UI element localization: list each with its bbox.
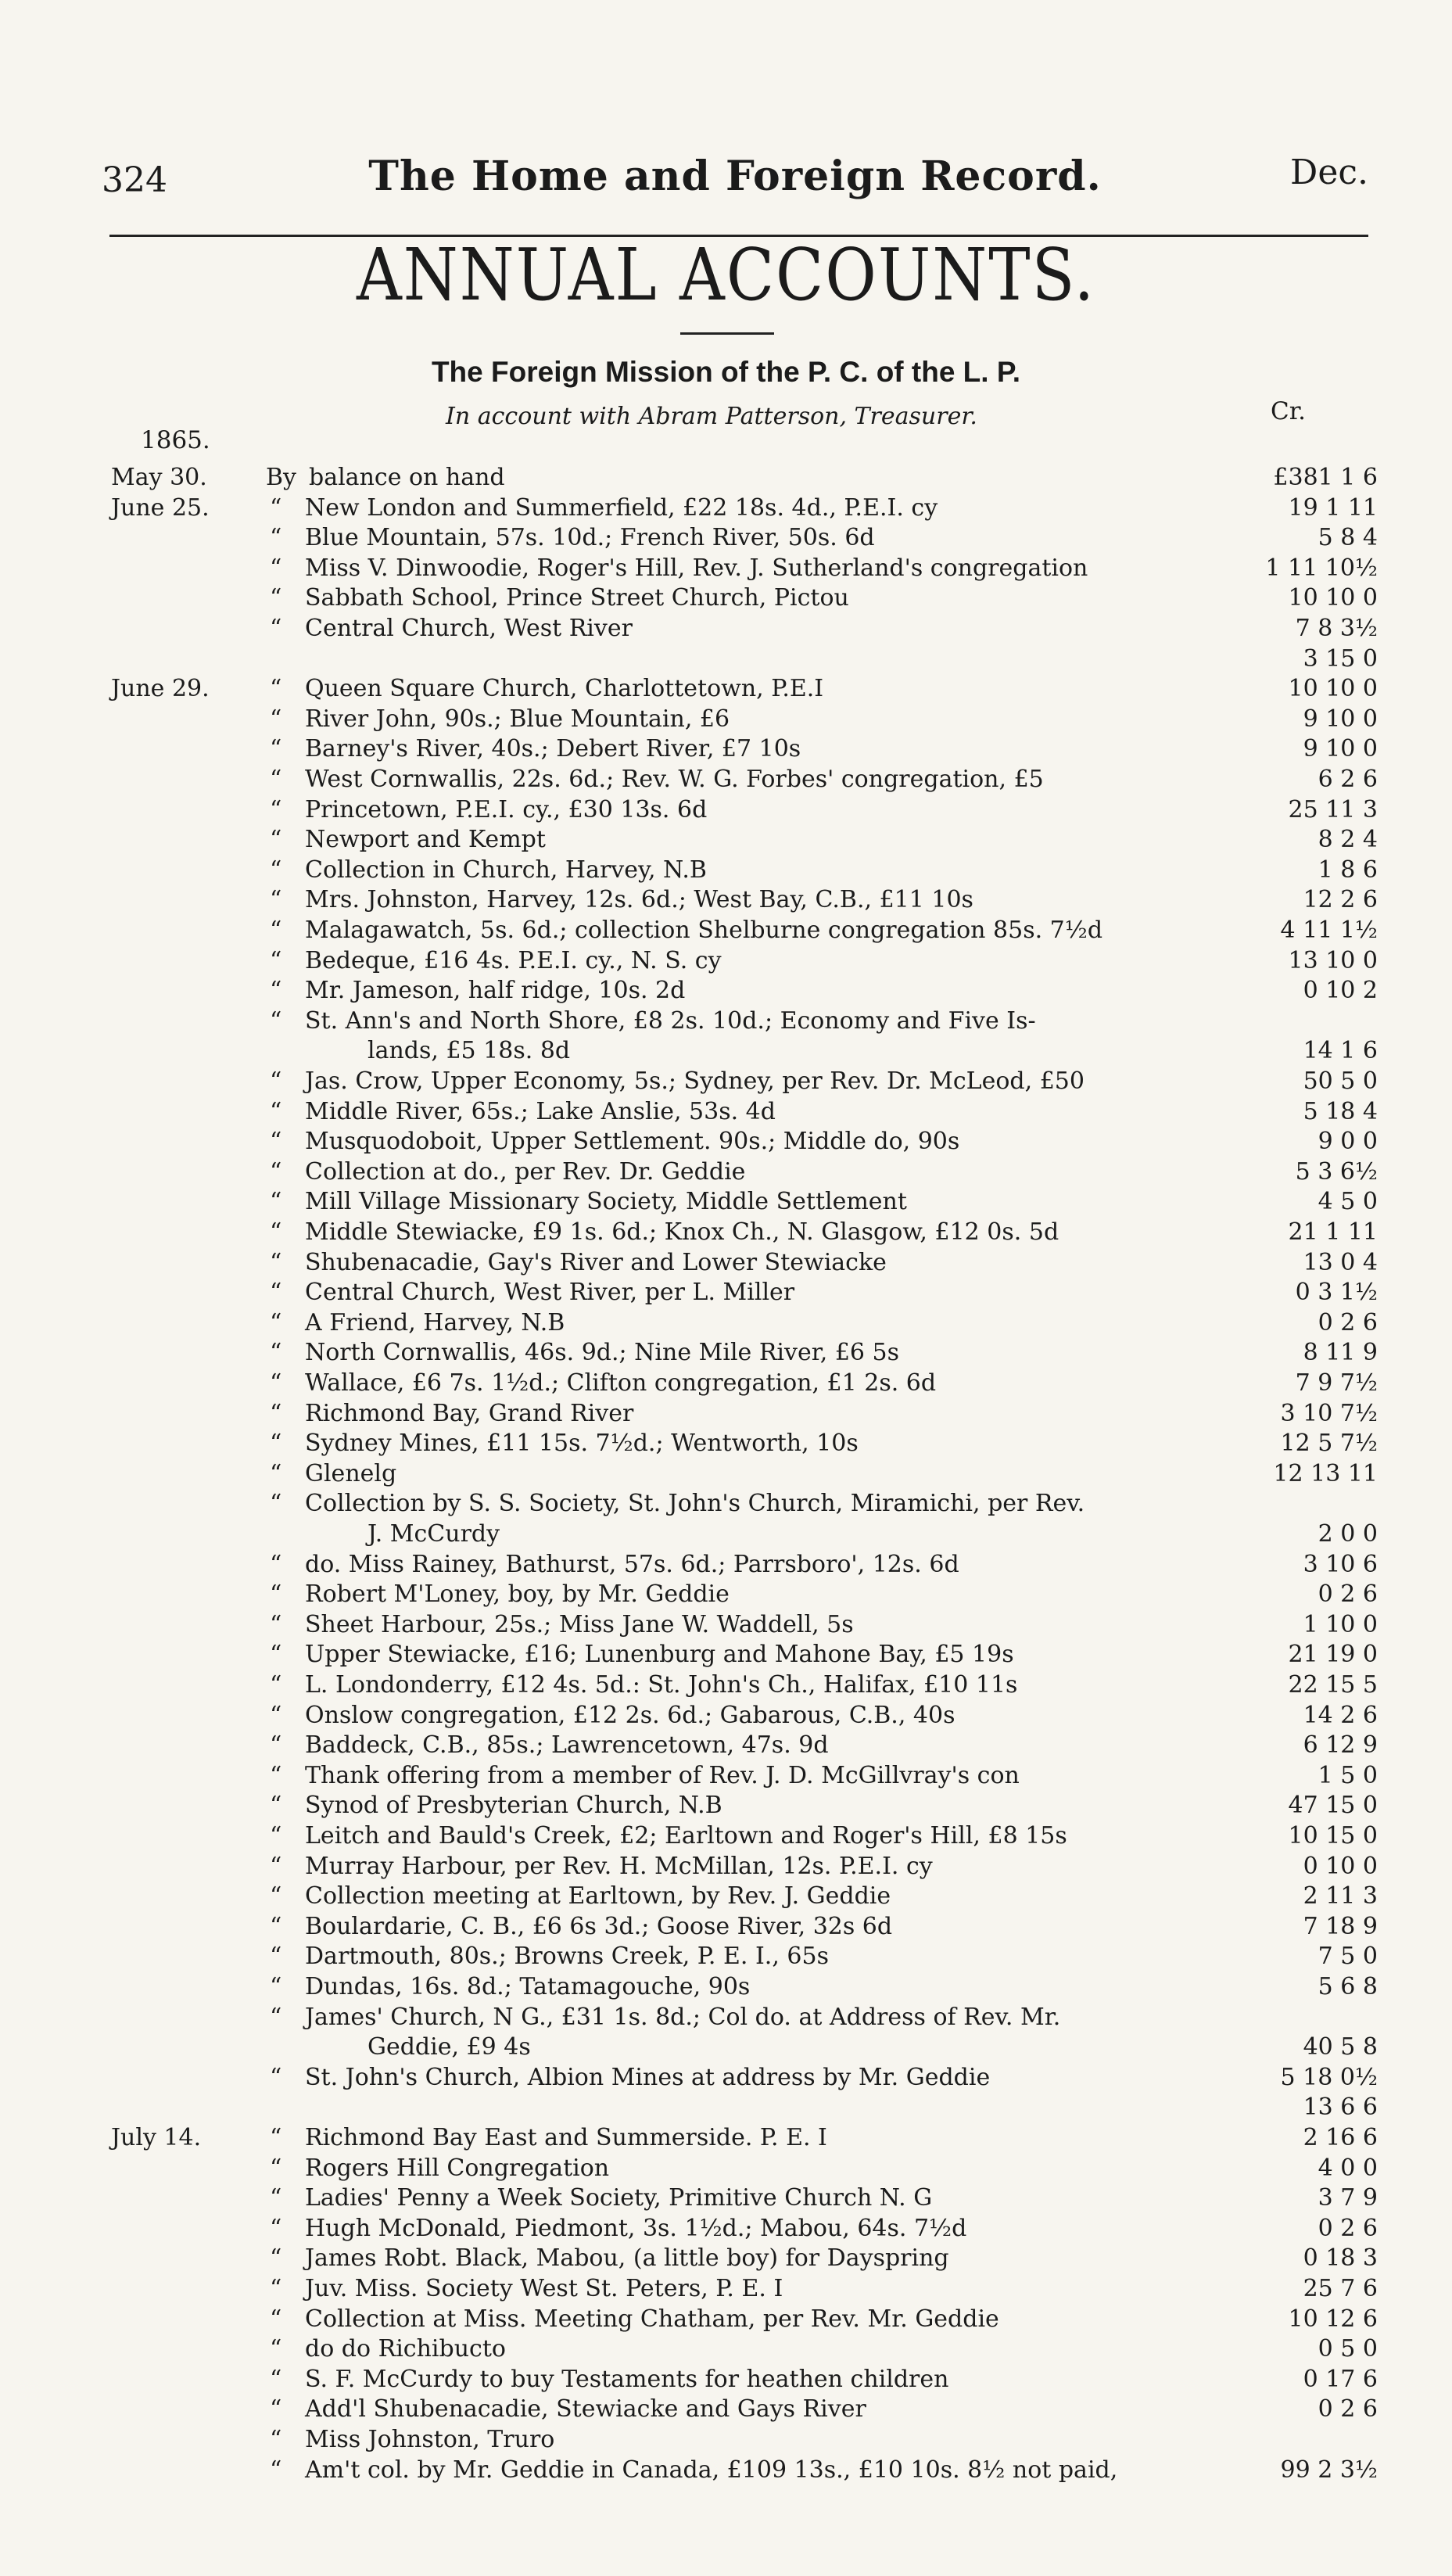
entry-description: Barney's River, 40s.; Debert River, £7 10s (305, 735, 801, 763)
entry-prefix: “ (270, 2275, 282, 2302)
entry-prefix: “ (270, 493, 282, 522)
entry-amount: 1 5 0 (1318, 1761, 1378, 1789)
account-year: 1865. (141, 426, 210, 454)
entry-description: Central Church, West River, per L. Miller (305, 1279, 795, 1307)
entry-description: Richmond Bay East and Summerside. P. E. I (305, 2124, 827, 2151)
entry-description: Baddeck, C.B., 85s.; Lawrencetown, 47s. 9d (305, 1731, 829, 1760)
entry-amount: 4 11 1½ (1280, 917, 1378, 944)
ledger-row (0, 1519, 1452, 1549)
ledger-row (0, 1308, 1452, 1338)
entry-amount: 12 2 6 (1303, 886, 1378, 914)
entry-amount: 0 2 6 (1318, 1580, 1378, 1609)
entry-description: Robert M'Loney, boy, by Mr. Geddie (305, 1580, 730, 1609)
entry-description: North Cornwallis, 46s. 9d.; Nine Mile River, £6 5s (305, 1339, 900, 1367)
ledger-row (0, 1097, 1452, 1127)
ledger-row (0, 1338, 1452, 1368)
entry-prefix: “ (270, 615, 282, 642)
entry-description: Bedeque, £16 4s. P.E.I. cy., N. S. cy (305, 946, 722, 974)
entry-prefix: “ (270, 1399, 282, 1427)
entry-prefix: “ (270, 2305, 282, 2333)
entry-description: Musquodoboit, Upper Settlement. 90s.; Middle do, 90s (305, 1128, 960, 1156)
ledger-row (0, 2214, 1452, 2244)
entry-description: St. Ann's and North Shore, £8 2s. 10d.; Economy and Five Is- (305, 1006, 1036, 1035)
ledger-row (0, 1942, 1452, 1971)
entry-description: Collection by S. S. Society, St. John's Church, Miramichi, per Rev. (305, 1490, 1085, 1518)
entry-amount: 7 9 7½ (1295, 1369, 1378, 1397)
entry-description: Sheet Harbour, 25s.; Miss Jane W. Waddell, 5s (305, 1610, 854, 1638)
entry-description: Jas. Crow, Upper Economy, 5s.; Sydney, per Rev. Dr. McLeod, £50 (305, 1067, 1085, 1095)
entry-amount: 7 18 9 (1303, 1912, 1378, 1940)
ledger-row (0, 885, 1452, 915)
entry-description: Leitch and Bauld's Creek, £2; Earltown and Roger's Hill, £8 15s (305, 1822, 1067, 1849)
entry-amount: 3 10 7½ (1280, 1399, 1378, 1427)
ledger-row (0, 2003, 1452, 2032)
ledger-row (0, 1731, 1452, 1760)
entry-description: Mrs. Johnston, Harvey, 12s. 6d.; West Bay, C.B., £11 10s (305, 886, 973, 914)
entry-prefix: “ (270, 1973, 282, 2000)
ledger-row (0, 1912, 1452, 1942)
ledger-row (0, 1821, 1452, 1851)
ledger-row (0, 2154, 1452, 2183)
ledger-row (0, 2365, 1452, 2395)
ledger-row (0, 583, 1452, 613)
ledger-row (0, 1278, 1452, 1308)
entry-description: Shubenacadie, Gay's River and Lower Stewiacke (305, 1248, 887, 1276)
entry-amount: 10 10 0 (1288, 584, 1378, 612)
entry-description: Wallace, £6 7s. 1½d.; Clifton congregation, £1 2s. 6d (305, 1369, 937, 1397)
entry-prefix: “ (270, 1610, 282, 1638)
entry-prefix: “ (270, 2456, 282, 2484)
entry-amount: 6 2 6 (1318, 766, 1378, 793)
entry-prefix: “ (270, 1308, 282, 1336)
entry-description: Newport and Kempt (305, 826, 546, 854)
entry-description: Ladies' Penny a Week Society, Primitive Church N. G (305, 2184, 933, 2212)
ledger-row (0, 2274, 1452, 2304)
entry-amount: 25 11 3 (1288, 795, 1378, 823)
entry-amount: 1 8 6 (1318, 856, 1378, 884)
entry-prefix: By (266, 464, 296, 491)
entry-amount: 5 18 4 (1303, 1097, 1378, 1125)
entry-amount: 8 2 4 (1318, 826, 1378, 854)
ledger-row (0, 1610, 1452, 1640)
entry-description: lands, £5 18s. 8d (367, 1037, 571, 1065)
entry-amount: 22 15 5 (1288, 1671, 1378, 1699)
entry-amount: 13 6 6 (1303, 2093, 1378, 2122)
account-subtitle: The Foreign Mission of the P. C. of the L. P. (431, 356, 1021, 388)
entry-prefix: “ (270, 2154, 282, 2182)
entry-description: Blue Mountain, 57s. 10d.; French River, 50s. 6d (305, 524, 875, 552)
ledger-row (0, 2334, 1452, 2364)
entry-description: James' Church, N G., £31 1s. 8d.; Col do. at Address of Rev. Mr. (305, 2003, 1061, 2031)
ledger-row (0, 2305, 1452, 2334)
entry-amount: 6 12 9 (1303, 1731, 1378, 1760)
entry-description: Mr. Jameson, half ridge, 10s. 2d (305, 977, 686, 1005)
entry-prefix: “ (270, 1157, 282, 1186)
issue-month: Dec. (1290, 152, 1368, 192)
ledger-row (0, 734, 1452, 764)
entry-amount: 13 10 0 (1288, 946, 1378, 974)
entry-amount: 5 3 6½ (1295, 1157, 1378, 1186)
ledger-row (0, 1489, 1452, 1519)
ledger-row (0, 976, 1452, 1006)
entry-amount: 21 1 11 (1288, 1218, 1378, 1246)
entry-date: June 29. (111, 675, 210, 703)
entry-date: June 25. (111, 493, 210, 522)
entry-description: Miss V. Dinwoodie, Roger's Hill, Rev. J. Sutherland's congregation (305, 554, 1088, 582)
entry-description: Collection at do., per Rev. Dr. Geddie (305, 1157, 746, 1186)
entry-prefix: “ (270, 584, 282, 612)
entry-prefix: “ (270, 1761, 282, 1789)
entry-amount: 0 17 6 (1303, 2365, 1378, 2393)
entry-amount: 13 0 4 (1303, 1248, 1378, 1276)
entry-prefix: “ (270, 1006, 282, 1035)
entry-amount: 19 1 11 (1288, 493, 1378, 522)
entry-prefix: “ (270, 2244, 282, 2273)
ledger-row (0, 1248, 1452, 1278)
entry-amount: 4 5 0 (1318, 1188, 1378, 1216)
ledger-row (0, 705, 1452, 734)
entry-amount: 0 5 0 (1318, 2335, 1378, 2363)
ledger-row (0, 1791, 1452, 1821)
entry-prefix: “ (270, 2335, 282, 2363)
entry-description: Mill Village Missionary Society, Middle Settlement (305, 1188, 907, 1216)
entry-prefix: “ (270, 2124, 282, 2151)
entry-amount: 5 8 4 (1318, 524, 1378, 552)
entry-description: Sabbath School, Prince Street Church, Pictou (305, 584, 849, 612)
entry-prefix: “ (270, 1279, 282, 1307)
entry-amount: 8 11 9 (1303, 1339, 1378, 1367)
ledger-row (0, 2093, 1452, 2122)
entry-amount: 12 5 7½ (1280, 1430, 1378, 1458)
entry-amount: 2 0 0 (1318, 1520, 1378, 1548)
entry-amount: 0 2 6 (1318, 1308, 1378, 1336)
entry-amount: 0 10 0 (1303, 1852, 1378, 1880)
ledger-row (0, 2244, 1452, 2273)
entry-amount: £381 1 6 (1273, 464, 1378, 491)
running-header (102, 152, 1368, 215)
entry-description: Rogers Hill Congregation (305, 2154, 610, 2182)
ledger-row (0, 674, 1452, 704)
entry-prefix: “ (270, 1671, 282, 1699)
entry-description: balance on hand (309, 464, 505, 491)
ledger-row (0, 1882, 1452, 1911)
ledger-row (0, 1218, 1452, 1247)
entry-description: Dundas, 16s. 8d.; Tatamagouche, 90s (305, 1973, 751, 2000)
entry-prefix: “ (270, 1731, 282, 1760)
entry-description: Hugh McDonald, Piedmont, 3s. 1½d.; Mabou, 64s. 7½d (305, 2214, 967, 2242)
credit-column-label: Cr. (1271, 397, 1306, 425)
entry-prefix: “ (270, 2063, 282, 2091)
entry-amount: 50 5 0 (1303, 1067, 1378, 1095)
entry-description: Add'l Shubenacadie, Stewiacke and Gays River (305, 2395, 866, 2424)
entry-description: St. John's Church, Albion Mines at address by Mr. Geddie (305, 2063, 991, 2091)
ledger-row (0, 1670, 1452, 1700)
entry-description: Collection in Church, Harvey, N.B (305, 856, 707, 884)
ledger-row (0, 1429, 1452, 1458)
entry-description: Sydney Mines, £11 15s. 7½d.; Wentworth, 10s (305, 1430, 859, 1458)
entry-date: May 30. (111, 464, 207, 491)
entry-amount: 14 2 6 (1303, 1701, 1378, 1729)
entry-amount: 40 5 8 (1303, 2033, 1378, 2061)
entry-amount: 0 18 3 (1303, 2244, 1378, 2273)
ledger-row (0, 2395, 1452, 2424)
entry-description: Geddie, £9 4s (367, 2033, 531, 2061)
ledger-row (0, 765, 1452, 795)
ledger-row (0, 825, 1452, 855)
ledger-row (0, 2032, 1452, 2062)
entry-prefix: “ (270, 1459, 282, 1487)
entry-prefix: “ (270, 1580, 282, 1609)
ledger-row (0, 614, 1452, 644)
entry-amount: 2 16 6 (1303, 2124, 1378, 2151)
entry-description: Princetown, P.E.I. cy., £30 13s. 6d (305, 795, 708, 823)
ledger-row (0, 1399, 1452, 1429)
entry-description: Malagawatch, 5s. 6d.; collection Shelburne congregation 85s. 7½d (305, 917, 1103, 944)
ledger-row (0, 554, 1452, 583)
entry-description: Murray Harbour, per Rev. H. McMillan, 12s. P.E.I. cy (305, 1852, 933, 1880)
entry-prefix: “ (270, 2365, 282, 2393)
entry-prefix: “ (270, 1067, 282, 1095)
entry-prefix: “ (270, 1430, 282, 1458)
entry-description: Collection at Miss. Meeting Chatham, per Rev. Mr. Geddie (305, 2305, 999, 2333)
entry-amount: 10 12 6 (1288, 2305, 1378, 2333)
entry-prefix: “ (270, 675, 282, 703)
entry-prefix: “ (270, 917, 282, 944)
entry-amount: 0 2 6 (1318, 2214, 1378, 2242)
ledger-row (0, 523, 1452, 553)
entry-prefix: “ (270, 1339, 282, 1367)
ledger-row (0, 1187, 1452, 1217)
entry-amount: 1 11 10½ (1265, 554, 1378, 582)
entry-prefix: “ (270, 1550, 282, 1578)
ledger-row (0, 2425, 1452, 2455)
entry-prefix: “ (270, 977, 282, 1005)
journal-title: The Home and Foreign Record. (368, 152, 1102, 200)
entry-amount: 3 15 0 (1303, 644, 1378, 673)
ledger-row (0, 1550, 1452, 1580)
entry-description: S. F. McCurdy to buy Testaments for heathen children (305, 2365, 949, 2393)
entry-description: Onslow congregation, £12 2s. 6d.; Gabarous, C.B., 40s (305, 1701, 955, 1729)
entry-prefix: “ (270, 2184, 282, 2212)
entry-prefix: “ (270, 1822, 282, 1849)
entry-description: Richmond Bay, Grand River (305, 1399, 634, 1427)
entry-prefix: “ (270, 1852, 282, 1880)
ledger-row (0, 2123, 1452, 2153)
entry-description: L. Londonderry, £12 4s. 5d.: St. John's Ch., Halifax, £10 11s (305, 1671, 1018, 1699)
entry-description: Glenelg (305, 1459, 397, 1487)
ledger-row (0, 1067, 1452, 1096)
entry-description: Dartmouth, 80s.; Browns Creek, P. E. I., 65s (305, 1943, 829, 1971)
entry-prefix: “ (270, 1701, 282, 1729)
entry-amount: 7 8 3½ (1295, 615, 1378, 642)
entry-amount: 12 13 11 (1273, 1459, 1378, 1487)
entry-amount: 0 3 1½ (1295, 1279, 1378, 1307)
entry-amount: 9 0 0 (1318, 1128, 1378, 1156)
entry-prefix: “ (270, 554, 282, 582)
entry-prefix: “ (270, 1490, 282, 1518)
entry-prefix: “ (270, 766, 282, 793)
entry-prefix: “ (270, 826, 282, 854)
page-title: ANNUAL ACCOUNTS. (356, 233, 1095, 317)
entry-amount: 21 19 0 (1288, 1641, 1378, 1669)
entry-description: do. Miss Rainey, Bathurst, 57s. 6d.; Parrsboro', 12s. 6d (305, 1550, 959, 1578)
entry-prefix: “ (270, 1641, 282, 1669)
entry-prefix: “ (270, 1218, 282, 1246)
entry-prefix: “ (270, 1248, 282, 1276)
ledger-row (0, 644, 1452, 674)
entry-amount: 9 10 0 (1303, 705, 1378, 733)
entry-amount: 2 11 3 (1303, 1882, 1378, 1910)
entry-prefix: “ (270, 856, 282, 884)
entry-amount: 3 10 6 (1303, 1550, 1378, 1578)
entry-description: Middle Stewiacke, £9 1s. 6d.; Knox Ch., N. Glasgow, £12 0s. 5d (305, 1218, 1059, 1246)
entry-amount: 3 7 9 (1318, 2184, 1378, 2212)
entry-prefix: “ (270, 886, 282, 914)
entry-description: Miss Johnston, Truro (305, 2426, 555, 2453)
entry-amount: 25 7 6 (1303, 2275, 1378, 2302)
entry-description: Thank offering from a member of Rev. J. D. McGillvray's con (305, 1761, 1020, 1789)
ledger-row (0, 946, 1452, 976)
entry-prefix: “ (270, 1912, 282, 1940)
entry-amount: 5 6 8 (1318, 1973, 1378, 2000)
entry-amount: 7 5 0 (1318, 1943, 1378, 1971)
entry-prefix: “ (270, 1097, 282, 1125)
page-number: 324 (102, 160, 167, 200)
account-with-line: In account with Abram Patterson, Treasurer. (446, 403, 977, 430)
entry-amount: 9 10 0 (1303, 735, 1378, 763)
entry-prefix: “ (270, 1188, 282, 1216)
entry-amount: 1 10 0 (1303, 1610, 1378, 1638)
ledger-row (0, 1761, 1452, 1791)
entry-prefix: “ (270, 524, 282, 552)
entry-description: Queen Square Church, Charlottetown, P.E.I (305, 675, 824, 703)
entry-prefix: “ (270, 705, 282, 733)
entry-description: Am't col. by Mr. Geddie in Canada, £109 13s., £10 10s. 8½ not paid, (305, 2456, 1118, 2484)
ledger-row (0, 1972, 1452, 2002)
entry-amount: 14 1 6 (1303, 1037, 1378, 1065)
ledger-row (0, 493, 1452, 523)
entry-prefix: “ (270, 1943, 282, 1971)
entry-amount: 4 0 0 (1318, 2154, 1378, 2182)
entry-description: New London and Summerfield, £22 18s. 4d., P.E.I. cy (305, 493, 938, 522)
ledger-row (0, 1036, 1452, 1066)
entry-description: A Friend, Harvey, N.B (305, 1308, 565, 1336)
entry-prefix: “ (270, 946, 282, 974)
entry-description: Collection meeting at Earltown, by Rev. J. Geddie (305, 1882, 891, 1910)
entry-prefix: “ (270, 795, 282, 823)
ledger-row (0, 2183, 1452, 2213)
ledger-row (0, 856, 1452, 885)
ledger-row (0, 2063, 1452, 2093)
entry-description: River John, 90s.; Blue Mountain, £6 (305, 705, 730, 733)
entry-description: Boulardarie, C. B., £6 6s 3d.; Goose River, 32s 6d (305, 1912, 893, 1940)
entry-amount: 47 15 0 (1288, 1792, 1378, 1820)
entry-prefix: “ (270, 1792, 282, 1820)
ledger-row (0, 1852, 1452, 1882)
entry-description: West Cornwallis, 22s. 6d.; Rev. W. G. Forbes' congregation, £5 (305, 766, 1044, 793)
entry-prefix: “ (270, 1128, 282, 1156)
ledger-row (0, 916, 1452, 945)
entry-description: do do Richibucto (305, 2335, 506, 2363)
entry-prefix: “ (270, 2214, 282, 2242)
entry-amount: 0 10 2 (1303, 977, 1378, 1005)
ledger-row (0, 1701, 1452, 1731)
ledger-row (0, 1580, 1452, 1609)
entry-prefix: “ (270, 2395, 282, 2424)
entry-prefix: “ (270, 2003, 282, 2031)
ledger-row (0, 1640, 1452, 1670)
ledger-row (0, 1127, 1452, 1157)
entry-prefix: “ (270, 1882, 282, 1910)
entry-description: Synod of Presbyterian Church, N.B (305, 1792, 722, 1820)
entry-date: July 14. (111, 2124, 202, 2151)
ledger-row (0, 1157, 1452, 1187)
ledger-row (0, 1369, 1452, 1398)
ledger-row (0, 795, 1452, 825)
ledger-row (0, 1006, 1452, 1036)
entry-prefix: “ (270, 735, 282, 763)
entry-description: James Robt. Black, Mabou, (a little boy) for Dayspring (305, 2244, 949, 2273)
ledger-row (0, 463, 1452, 493)
entry-amount: 99 2 3½ (1280, 2456, 1378, 2484)
ledger-row (0, 2456, 1452, 2485)
entry-description: Juv. Miss. Society West St. Peters, P. E. I (305, 2275, 783, 2302)
entry-amount: 0 2 6 (1318, 2395, 1378, 2424)
entry-amount: 10 15 0 (1288, 1822, 1378, 1849)
entry-amount: 10 10 0 (1288, 675, 1378, 703)
entry-prefix: “ (270, 1369, 282, 1397)
entry-description: Upper Stewiacke, £16; Lunenburg and Mahone Bay, £5 19s (305, 1641, 1014, 1669)
entry-description: Central Church, West River (305, 615, 633, 642)
entry-description: Middle River, 65s.; Lake Anslie, 53s. 4d (305, 1097, 776, 1125)
entry-amount: 5 18 0½ (1280, 2063, 1378, 2091)
ledger-row (0, 1459, 1452, 1489)
title-rule (680, 332, 774, 335)
entry-prefix: “ (270, 2426, 282, 2453)
entry-description: J. McCurdy (367, 1520, 500, 1548)
